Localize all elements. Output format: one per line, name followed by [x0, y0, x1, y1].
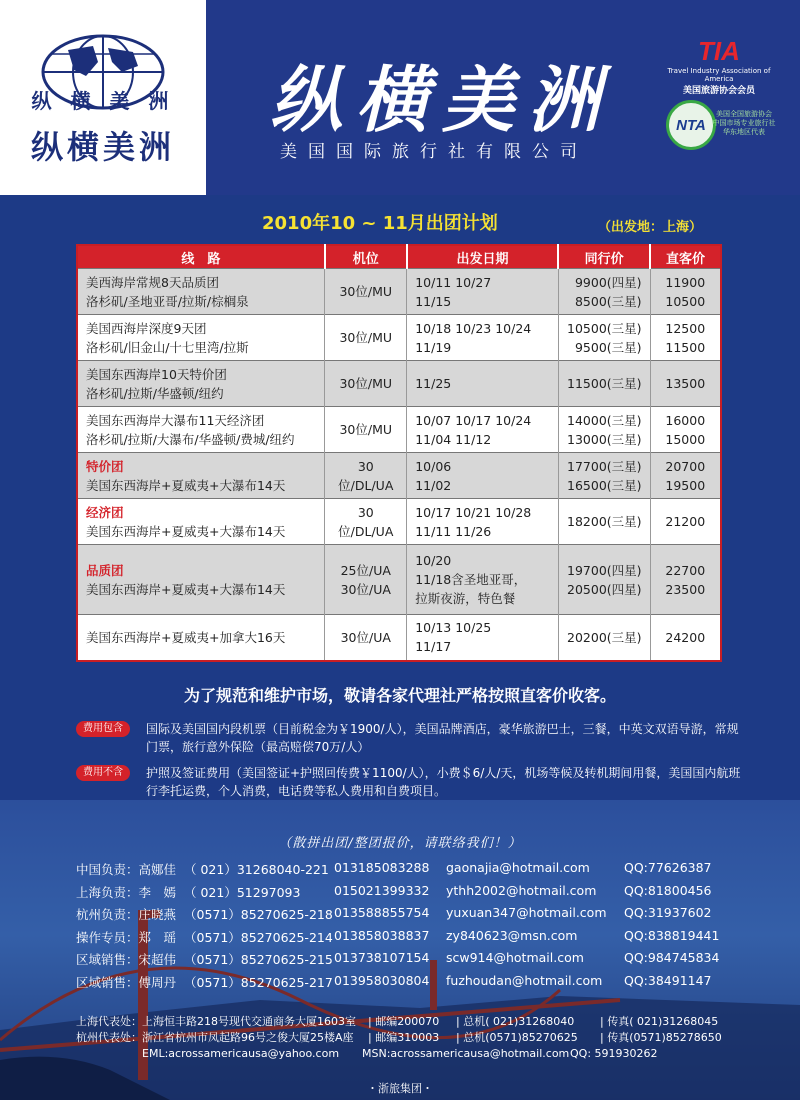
list-item	[76, 860, 736, 883]
date-cell	[407, 453, 558, 499]
tour-table	[76, 244, 722, 662]
table-row	[77, 315, 721, 361]
tia-mark: TIA	[698, 36, 740, 66]
contact-email[interactable]: scw914@hotmail.com	[446, 950, 584, 965]
date-cell	[407, 315, 558, 361]
route-cities: 洛杉矶/圣地亚哥/拉斯/棕榈泉	[86, 293, 249, 309]
list-item	[76, 973, 736, 996]
header-trade-price: 同行价	[558, 245, 650, 269]
contact-mobile: 013185083288	[334, 860, 430, 875]
route-cell	[77, 545, 325, 615]
direct-price-cell	[650, 453, 721, 499]
direct-price-cell: 13500	[650, 361, 721, 407]
table-row	[77, 361, 721, 407]
date-line: 11/18含圣地亚哥，	[415, 572, 527, 587]
route-cell	[77, 361, 325, 407]
contact-qq: QQ:77626387	[624, 860, 712, 875]
direct-line: 16000	[665, 412, 706, 428]
route-cities: 美国东西海岸+夏威夷+大瀑布14天	[86, 523, 286, 539]
direct-line: 10500	[665, 293, 706, 309]
hangzhou-office	[76, 1030, 756, 1046]
route-cell	[77, 453, 325, 499]
date-line: 11/04 11/12	[415, 431, 492, 447]
tour-tag: 经济团	[86, 504, 124, 520]
header-date: 出发日期	[407, 245, 558, 269]
fee-exclude-badge: 费用不含	[76, 765, 130, 781]
office-tel: | 总机( 021)31268040	[456, 1015, 575, 1028]
price-line: 20500(四星)	[567, 581, 642, 597]
pricing-notice: 为了规范和维护市场，敬请各家代理社严格按照直客价收客。	[183, 686, 616, 705]
office-tel: | 总机(0571)85270625	[456, 1031, 578, 1044]
contact-tel: （ 021）31268040-221	[184, 862, 329, 877]
company-logo	[0, 0, 206, 195]
date-line: 10/06	[415, 458, 452, 474]
seat-cell: 30位/UA	[325, 615, 407, 661]
route-cell	[77, 269, 325, 315]
date-line: 11/19	[415, 339, 452, 355]
tia-text: Travel Industry Association of America	[667, 67, 771, 83]
date-line: 11/11 11/26	[415, 523, 492, 539]
trade-price-cell	[558, 269, 650, 315]
contact-qq-main: QQ: 591930262	[570, 1047, 658, 1060]
route-cities: 洛杉矶/拉斯/大瀑布/华盛顿/费城/纽约	[86, 431, 295, 447]
contact-qq: QQ:838819441	[624, 927, 720, 943]
price-line: 19700(四星)	[567, 562, 642, 578]
date-cell	[407, 545, 558, 615]
direct-price-cell: 24200	[650, 615, 721, 661]
group-name: ・浙旅集团・	[367, 1082, 433, 1095]
contact-tel: （0571）85270625-218	[184, 907, 333, 922]
seat-cell: 30位/MU	[325, 361, 407, 407]
price-line: 9900(四星)	[574, 274, 642, 290]
contact-msn[interactable]: MSN:acrossamericausa@hotmail.com	[362, 1047, 570, 1060]
direct-line: 15000	[665, 431, 706, 447]
nta-logo	[662, 100, 774, 150]
table-row	[77, 615, 721, 661]
table-row	[77, 407, 721, 453]
trade-price-cell: 20200(三星)	[558, 615, 650, 661]
route-cell	[77, 315, 325, 361]
date-line: 11/15	[415, 293, 452, 309]
date-line: 拉斯夜游，特色餐	[415, 591, 516, 606]
brand-subtitle: 美国国际旅行社有限公司	[280, 142, 588, 162]
trade-price-cell: 11500(三星)	[558, 361, 650, 407]
tour-tag: 特价团	[86, 458, 124, 474]
route-cities: 洛杉矶/拉斯/华盛顿/纽约	[86, 385, 224, 401]
seat-cell: 30位/MU	[325, 269, 407, 315]
price-line: 13000(三星)	[567, 431, 642, 447]
route-cell	[77, 407, 325, 453]
contact-mobile: 015021399332	[334, 882, 430, 898]
price-line: 17700(三星)	[567, 458, 642, 474]
date-line: 11/02	[415, 477, 452, 493]
office-zip: | 邮编200070	[368, 1015, 440, 1028]
seat-cell: 30位/MU	[325, 407, 407, 453]
route-name: 美国东西海岸大瀑布11天经济团	[86, 412, 265, 428]
contact-mobile: 013588855754	[334, 905, 430, 920]
seat-cell: 30位/DL/UA	[325, 453, 407, 499]
contact-role: 杭州负责：庄晓燕	[76, 907, 177, 922]
header-route: 线 路	[77, 245, 325, 269]
table-row	[77, 269, 721, 315]
brand-title: 纵横美洲	[270, 57, 615, 142]
nta-text: 美国全国旅游协会 中国市场专业旅行社 华东地区代表	[712, 110, 776, 136]
trade-price-cell	[558, 453, 650, 499]
contact-email[interactable]: yuxuan347@hotmail.com	[446, 905, 607, 920]
contact-mobile: 013738107154	[334, 950, 430, 965]
direct-price-cell	[650, 407, 721, 453]
price-line: 10500(三星)	[567, 320, 642, 336]
trade-price-cell	[558, 315, 650, 361]
plan-origin: （出发地：上海）	[598, 220, 703, 235]
office-fax: | 传真( 021)31268045	[600, 1015, 719, 1028]
fee-exclude-text: 护照及签证费用（美国签证+护照回传费￥1100/人），小费＄6/人/天，机场等候及转机期间用餐，美国国内航班行李托运费，个人消费，电话费等私人费用和自费项目。	[146, 766, 741, 798]
office-address: 浙江省杭州市凤起路96号之俊大厦25楼A座	[142, 1031, 354, 1044]
seat-cell	[325, 545, 407, 615]
direct-line: 23500	[665, 581, 706, 597]
office-address: 上海恒丰路218号现代交通商务大厦1603室	[142, 1015, 356, 1028]
header-direct-price: 直客价	[650, 245, 721, 269]
office-label: 杭州代表处：	[76, 1031, 142, 1044]
contact-qq: QQ:38491147	[624, 972, 712, 988]
route-cities: 美国东西海岸+夏威夷+大瀑布14天	[86, 477, 286, 493]
direct-price-cell: 21200	[650, 499, 721, 545]
contact-role: 上海负责：李 嫣	[76, 884, 177, 900]
contact-email[interactable]: ythh2002@hotmail.com	[446, 882, 597, 898]
date-line: 10/17 10/21 10/28	[415, 504, 532, 520]
list-item	[76, 950, 736, 973]
direct-line: 19500	[665, 477, 706, 493]
contact-role: 区域销售：傅周丹	[76, 974, 177, 990]
direct-line: 22700	[665, 562, 706, 578]
trade-price-cell	[558, 407, 650, 453]
online-contacts	[76, 1046, 756, 1062]
fee-include-text: 国际及美国国内段机票（目前税金为￥1900/人），美国品牌酒店，豪华旅游巴士，三餐，中英文双语导游，常规门票，旅行意外保险（最高赔偿70万/人）	[146, 722, 739, 754]
office-fax: | 传真(0571)85278650	[600, 1031, 722, 1044]
contact-role: 区域销售：宋超伟	[76, 952, 177, 967]
plan-title: 2010年10 ~ 11月出团计划	[262, 213, 498, 234]
date-cell	[407, 499, 558, 545]
logo-small-text: 纵 横 美 洲	[31, 89, 175, 113]
direct-price-cell	[650, 269, 721, 315]
list-item	[76, 905, 736, 928]
contact-role: 操作专员：郑 瑶	[76, 929, 177, 945]
office-addresses	[76, 1014, 756, 1062]
contact-qq: QQ:31937602	[624, 905, 712, 920]
table-row	[77, 545, 721, 615]
seat-cell: 30位/DL/UA	[325, 499, 407, 545]
direct-line: 20700	[665, 458, 706, 474]
fee-include-badge: 费用包含	[76, 721, 130, 737]
contact-tel: （0571）85270625-217	[184, 974, 333, 990]
contact-qq: QQ:81800456	[624, 882, 712, 898]
route-cities: 洛杉矶/旧金山/十七里湾/拉斯	[86, 339, 249, 355]
contact-mobile: 013858038837	[334, 927, 430, 943]
contact-tel: （0571）85270625-215	[184, 952, 333, 967]
contact-role: 中国负责：高娜佳	[76, 862, 177, 877]
date-line: 11/17	[415, 639, 452, 655]
contact-email[interactable]: gaonajia@hotmail.com	[446, 860, 590, 875]
tia-logo	[664, 36, 774, 96]
route-name: 美国西海岸深度9天团	[86, 320, 207, 336]
contact-mobile: 013958030804	[334, 972, 430, 988]
table-row	[77, 499, 721, 545]
list-item	[76, 928, 736, 951]
route-cell	[77, 499, 325, 545]
price-line: 8500(三星)	[574, 293, 642, 309]
route-cell: 美国东西海岸+夏威夷+加拿大16天	[77, 615, 325, 661]
price-line: 16500(三星)	[567, 477, 642, 493]
header-banner	[0, 0, 800, 195]
date-cell: 11/25	[407, 361, 558, 407]
contact-email-main[interactable]: EML:acrossamericausa@yahoo.com	[142, 1047, 340, 1060]
list-item	[76, 883, 736, 906]
price-line: 9500(三星)	[574, 339, 642, 355]
contact-email[interactable]: fuzhoudan@hotmail.com	[446, 972, 603, 988]
contact-heading: （散拼出团/整团报价，请联络我们！）	[278, 836, 522, 851]
tia-cn: 美国旅游协会会员	[682, 86, 755, 96]
contact-qq: QQ:984745834	[624, 950, 720, 965]
seat-line: 25位/UA	[340, 562, 391, 578]
contact-list	[76, 860, 736, 995]
direct-price-cell	[650, 545, 721, 615]
date-cell	[407, 407, 558, 453]
direct-line: 12500	[665, 320, 706, 336]
trade-price-cell: 18200(三星)	[558, 499, 650, 545]
seat-line: 30位/UA	[340, 581, 391, 597]
date-cell	[407, 615, 558, 661]
direct-price-cell	[650, 315, 721, 361]
date-line: 10/20	[415, 553, 452, 568]
direct-line: 11900	[665, 274, 706, 290]
table-row	[77, 453, 721, 499]
nta-mark: NTA	[666, 100, 716, 150]
contact-tel: （ 021）51297093	[184, 884, 301, 900]
logo-big-text: 纵横美洲	[30, 128, 175, 166]
table-header-row	[77, 245, 721, 269]
date-line: 10/18 10/23 10/24	[415, 320, 532, 336]
date-line: 10/13 10/25	[415, 620, 492, 636]
price-line: 14000(三星)	[567, 412, 642, 428]
date-line: 10/07 10/17 10/24	[415, 412, 532, 428]
date-line: 10/11 10/27	[415, 274, 492, 290]
route-cities: 美国东西海岸+夏威夷+大瀑布14天	[86, 581, 286, 597]
tour-tag: 品质团	[86, 562, 124, 578]
contact-email[interactable]: zy840623@msn.com	[446, 927, 578, 943]
header-seat: 机位	[325, 245, 407, 269]
office-label: 上海代表处：	[76, 1015, 142, 1028]
direct-line: 11500	[665, 339, 706, 355]
route-name: 美西海岸常规8天品质团	[86, 274, 219, 290]
date-cell	[407, 269, 558, 315]
shanghai-office	[76, 1014, 756, 1030]
office-zip: | 邮编310003	[368, 1031, 440, 1044]
seat-cell: 30位/MU	[325, 315, 407, 361]
contact-tel: （0571）85270625-214	[184, 929, 333, 945]
trade-price-cell	[558, 545, 650, 615]
route-name: 美国东西海岸10天特价团	[86, 366, 227, 382]
